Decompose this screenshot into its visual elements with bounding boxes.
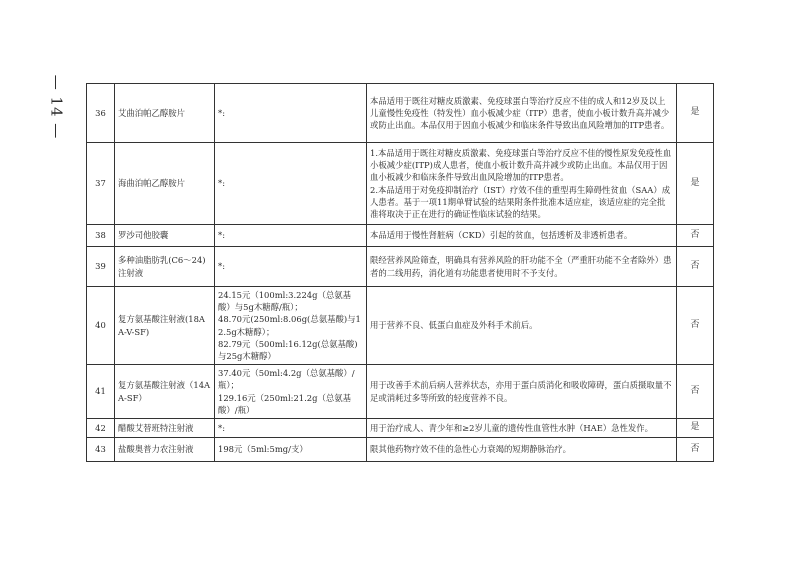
- table-row: [87, 143, 714, 225]
- drug-name: 盐酸奥普力农注射液: [115, 437, 215, 461]
- drug-name: 醋酸艾替班特注射液: [115, 418, 215, 437]
- table-row: [87, 225, 714, 247]
- drug-name: 复方氨基酸注射液(18AA-V-SF): [115, 287, 215, 365]
- payment-scope: 本品适用于既往对糖皮质激素、免疫球蛋白等治疗反应不佳的成人和12岁及以上儿童慢性免疫性（特发性）血小板减少症（ITP）患者，使血小板计数升高并减少或防止出血。本品仅用于因血小板减少和临床条件导致出血风险增加的ITP患者。: [367, 84, 677, 143]
- price-spec: *:: [215, 418, 367, 437]
- row-number: 39: [87, 247, 115, 287]
- payment-scope: 本品适用于慢性肾脏病（CKD）引起的贫血，包括透析及非透析患者。: [367, 225, 677, 247]
- row-number: 41: [87, 365, 115, 419]
- table-row: [87, 247, 714, 287]
- table-row: [87, 287, 714, 365]
- price-spec: 198元（5ml:5mg/支）: [215, 437, 367, 461]
- table-row: [87, 365, 714, 419]
- payment-scope: 1.本品适用于既往对糖皮质激素、免疫球蛋白等治疗反应不佳的慢性原发免疫性血小板减少症(ITP)成人患者，使血小板计数升高并减少或防止出血。本品仅用于因血小板减少和临床条件导致出血风险增加的ITP患者。 2.本品适用于对免疫抑制治疗（IST）疗效不佳的重型再生障碍性贫血（SAA）成人患者。基于一项11期单臂试验的结果附条件批准本适应症，该适应症的完全批准将取决于正在进行的确证性临床试验的结果。: [367, 143, 677, 225]
- page-number: — 14 —: [47, 74, 65, 140]
- table-row: [87, 84, 714, 143]
- row-number: 42: [87, 418, 115, 437]
- flag-value: 是: [677, 143, 714, 225]
- row-number: 40: [87, 287, 115, 365]
- drug-list-table: [86, 83, 714, 462]
- flag-value: 否: [677, 437, 714, 461]
- flag-value: 是: [677, 418, 714, 437]
- payment-scope: 用于改善手术前后病人营养状态，亦用于蛋白质消化和吸收障碍，蛋白质摄取量不足或消耗过多等所致的轻度营养不良。: [367, 365, 677, 419]
- table-row: [87, 437, 714, 461]
- price-spec: *:: [215, 225, 367, 247]
- row-number: 37: [87, 143, 115, 225]
- row-number: 36: [87, 84, 115, 143]
- drug-name: 艾曲泊帕乙醇胺片: [115, 84, 215, 143]
- payment-scope: 用于营养不良、低蛋白血症及外科手术前后。: [367, 287, 677, 365]
- table-row: [87, 418, 714, 437]
- payment-scope: 限其他药物疗效不佳的急性心力衰竭的短期静脉治疗。: [367, 437, 677, 461]
- price-spec: 37.40元（50ml:4.2g（总氨基酸）/瓶）； 129.16元（250ml:21.2g（总氨基酸）/瓶）: [215, 365, 367, 419]
- payment-scope: 限经营养风险筛查，明确具有营养风险的肝功能不全（严重肝功能不全者除外）患者的二线用药，消化道有功能患者使用时不予支付。: [367, 247, 677, 287]
- price-spec: 24.15元（100ml:3.224g（总氨基酸）与5g木糖醇/瓶）； 48.70元(250ml:8.06g(总氨基酸)与12.5g木糖醇）； 82.79元（500ml:16.12g(总氨基酸)与25g木糖醇）: [215, 287, 367, 365]
- flag-value: 否: [677, 365, 714, 419]
- flag-value: 否: [677, 225, 714, 247]
- price-spec: *:: [215, 84, 367, 143]
- drug-name: 多种油脂肪乳(C6～24)注射液: [115, 247, 215, 287]
- flag-value: 是: [677, 84, 714, 143]
- flag-value: 否: [677, 287, 714, 365]
- drug-name: 复方氨基酸注射液（14AA-SF）: [115, 365, 215, 419]
- drug-name: 海曲泊帕乙醇胺片: [115, 143, 215, 225]
- payment-scope: 用于治疗成人、青少年和≥2岁儿童的遗传性血管性水肿（HAE）急性发作。: [367, 418, 677, 437]
- row-number: 43: [87, 437, 115, 461]
- row-number: 38: [87, 225, 115, 247]
- price-spec: *:: [215, 143, 367, 225]
- drug-name: 罗沙司他胶囊: [115, 225, 215, 247]
- flag-value: 否: [677, 247, 714, 287]
- price-spec: *:: [215, 247, 367, 287]
